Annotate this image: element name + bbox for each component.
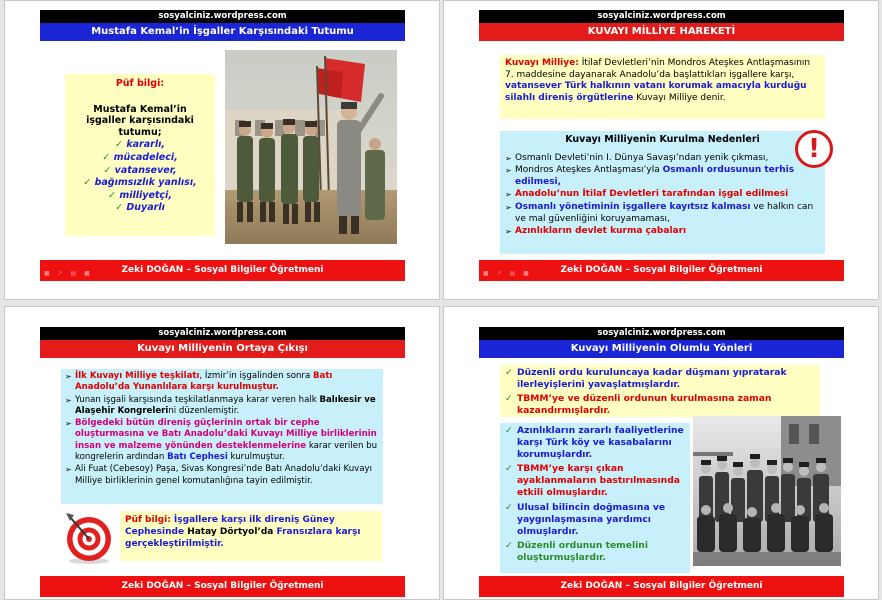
origin-list [65,371,379,487]
slide-title: Kuvayı Milliyenin Olumlu Yönleri [479,340,844,358]
list-item: ➢ İlk Kuvayı Milliye teşkilatı, İzmir’in işgalinden sonra Batı Anadolu’da Yunanlılara karşı kurulmuştur. [65,371,379,394]
definition-end: Kuvayı Milliye denir. [633,92,726,103]
list-item: ✓ bağımsızlık yanlısı, [83,177,197,189]
list-item: ✓ Düzenli ordunun temelini oluşturmuşlardır. [505,540,685,564]
definition-highlight: vatansever Türk halkının vatanı korumak amacıyla kurduğu silahlı direniş örgütlerine [505,81,807,103]
positives-box-top [500,365,820,417]
list-item: ✓ Ulusal bilincin doğmasına ve yaygınlaşmasına yardımcı olmuşlardır. [505,502,685,538]
list-item: ✓ Duyarlı [115,202,165,214]
site-url: sosyalciniz.wordpress.com [40,10,405,23]
list-item: ➢ Bölgedeki bütün direniş güçlerinin ortak bir cephe oluşturmasına ve Batı Anadolu’daki Kuvayı Milliye birliklerinin insan ve malzeme yönünden desteklenmelerine karar verilen bu kongrelerin ardından Batı Cephesi kurulmuştur. [65,418,379,463]
tutum-heading: Mustafa Kemal’in işgaller karşısındaki tutumu; [86,103,194,138]
list-item: ✓ TBMM’ye karşı çıkan ayaklanmaların bastırılmasında etkili olmuşlardır. [505,463,685,499]
slide-1 [40,10,405,281]
slide-footer: Zeki DOĞAN – Sosyal Bilgiler Öğretmeni [479,260,844,281]
tutum-list [65,139,215,215]
puf-label: Püf bilgi: [125,515,171,525]
puf-box [65,74,215,236]
slide-title: Mustafa Kemal’in İşgaller Karşısındaki Tutumu [40,23,405,41]
list-item: ➢ Azınlıkların devlet kurma çabaları [505,226,820,238]
causes-title: Kuvayı Milliyenin Kurulma Nedenleri [565,134,760,145]
ataturk-painting [225,50,397,244]
warning-icon: ! [795,130,833,168]
list-item: ✓ vatansever, [103,164,177,176]
definition-label: Kuvayı Milliye: [505,58,579,68]
target-icon [62,511,116,565]
slide-title: Kuvayı Milliyenin Ortaya Çıkışı [40,340,405,358]
list-item: ✓ kararlı, [115,139,165,151]
causes-list [505,153,820,238]
slide-footer: Zeki DOĞAN – Sosyal Bilgiler Öğretmeni [40,576,405,597]
slide-4 [479,327,844,597]
militia-group-photo [693,416,841,566]
positives-box-main [500,423,690,573]
definition-text: İtilaf Devletleri’nin Mondros Ateşkes Antlaşmasının 7. maddesine dayanarak Anadolu’da başlattıkları işgallere karşı, [505,58,811,80]
list-item: ➢ Osmanlı yönetiminin işgallere kayıtsız kalması ve halkın can ve mal güvenliğini koruyamaması, [505,202,820,225]
list-item: ➢ Ali Fuat (Cebesoy) Paşa, Sivas Kongresi’nde Batı Anadolu’daki Kuvayı Milliye birliklerinin genel komutanlığına tayin edilmiştir. [65,464,379,487]
definition-box [500,55,825,119]
slide-nav-icons[interactable]: ■ ↗ ▤ ■ [44,270,93,277]
slide-2 [479,10,844,281]
slide-footer: Zeki DOĞAN – Sosyal Bilgiler Öğretmeni [479,576,844,597]
slide-title: KUVAYI MİLLİYE HAREKETİ [479,23,844,41]
puf-box: Püf bilgi: İşgallere karşı ilk direniş Güney Cephesinde Hatay Dörtyol’da Fransızlara karşı gerçekleştirilmiştir. [120,511,382,561]
list-item: ➢ Yunan işgali karşısında teşkilatlanmaya karar veren halk Balıkesir ve Alaşehir Kongrelerini düzenlemiştir. [65,395,379,418]
list-item: ➢ Mondros Ateşkes Antlaşması’yla Osmanlı ordusunun terhis edilmesi, [505,165,820,188]
slide-nav-icons[interactable]: ■ ↗ ▤ ■ [483,270,532,277]
origin-box [61,369,383,504]
slide-footer: Zeki DOĞAN – Sosyal Bilgiler Öğretmeni [40,260,405,281]
list-item: ➢ Osmanlı Devleti’nin I. Dünya Savaşı’ndan yenik çıkması, [505,153,820,165]
site-url: sosyalciniz.wordpress.com [479,327,844,340]
puf-label: Püf bilgi: [115,78,165,89]
slide-3 [40,327,405,597]
list-item: ✓ milliyetçi, [108,189,172,201]
site-url: sosyalciniz.wordpress.com [479,10,844,23]
list-item: ✓ Düzenli ordu kuruluncaya kadar düşmanı yıpratarak ilerleyişlerini yavaşlatmışlardır. [505,367,815,391]
list-item: ✓ TBMM’ye ve düzenli ordunun kurulmasına zaman kazandırmışlardır. [505,393,815,417]
list-item: ✓ mücadeleci, [102,151,178,163]
list-item: ✓ Azınlıkların zararlı faaliyetlerine karşı Türk köy ve kasabalarını korumuşlardır. [505,425,685,461]
site-url: sosyalciniz.wordpress.com [40,327,405,340]
causes-box [500,131,825,254]
list-item: ➢ Anadolu’nun İtilaf Devletleri tarafından işgal edilmesi [505,189,820,201]
